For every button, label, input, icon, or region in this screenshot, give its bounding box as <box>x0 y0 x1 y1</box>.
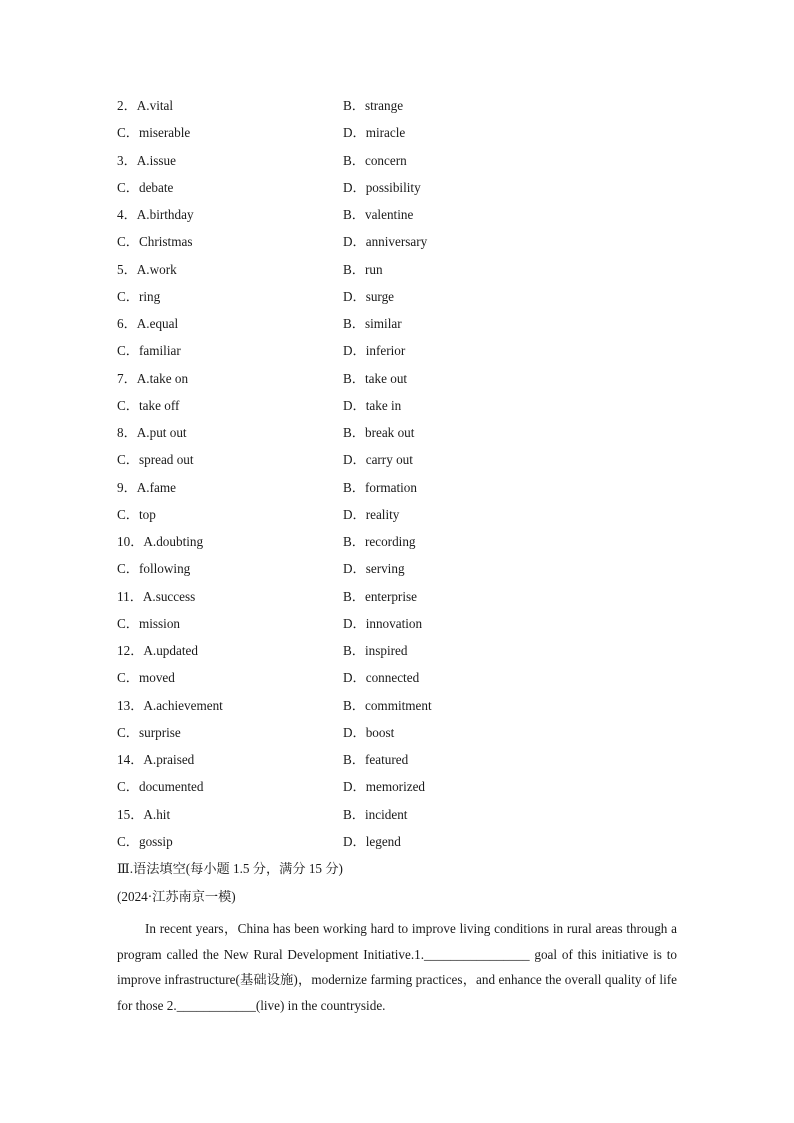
option-row <box>117 337 677 364</box>
option-right: B．strange <box>343 98 404 113</box>
option-row <box>117 446 677 473</box>
option-row <box>117 610 677 637</box>
option-left: 8．A.put out <box>117 425 187 440</box>
option-row <box>117 746 677 773</box>
option-left: C．familiar <box>117 343 181 359</box>
option-row <box>117 801 677 828</box>
option-left: 14．A.praised <box>117 752 195 767</box>
option-right: B．commitment <box>343 697 432 713</box>
option-right: B．break out <box>343 425 415 440</box>
option-row <box>117 365 677 392</box>
option-row <box>117 174 677 201</box>
option-right: D．memorized <box>343 779 426 795</box>
option-left: C．debate <box>117 179 174 195</box>
option-row <box>117 828 677 855</box>
option-right: D．carry out <box>343 452 413 468</box>
option-row <box>117 419 677 446</box>
option-right: D．reality <box>343 506 400 522</box>
option-row <box>117 773 677 800</box>
option-left: C．documented <box>117 779 204 795</box>
option-left: C．mission <box>117 615 181 631</box>
option-row <box>117 474 677 501</box>
option-left: 2．A.vital <box>117 98 174 113</box>
option-left: 12．A.updated <box>117 643 198 658</box>
options-list <box>117 92 677 855</box>
option-right: D．connected <box>343 670 420 686</box>
option-left: 3．A.issue <box>117 152 176 168</box>
option-right: B．featured <box>343 752 409 767</box>
option-left: C．Christmas <box>117 234 193 250</box>
option-right: D．inferior <box>343 343 406 359</box>
option-left: C．moved <box>117 670 175 686</box>
option-row <box>117 201 677 228</box>
option-left: 9．A.fame <box>117 479 176 495</box>
option-left: C．ring <box>117 288 161 304</box>
option-row <box>117 528 677 555</box>
option-right: D．take in <box>343 397 402 413</box>
option-row <box>117 283 677 310</box>
option-left: C．top <box>117 506 156 522</box>
option-right: B．run <box>343 261 383 277</box>
option-right: D．innovation <box>343 615 423 631</box>
option-left: 4．A.birthday <box>117 207 194 222</box>
option-right: B．concern <box>343 152 407 168</box>
option-right: B．valentine <box>343 207 414 222</box>
option-left: 11．A.success <box>117 588 196 604</box>
option-right: D．legend <box>343 833 401 849</box>
option-left: C．spread out <box>117 452 194 468</box>
section-title: Ⅲ.语法填空(每小题 1.5 分，满分 15 分) <box>117 861 343 876</box>
option-right: B．take out <box>343 370 408 386</box>
option-row <box>117 719 677 746</box>
option-right: B．formation <box>343 479 417 495</box>
option-row <box>117 119 677 146</box>
option-right: D．anniversary <box>343 234 428 250</box>
passage-paragraph: In recent years，China has been working hard to improve living conditions in rural areas through a program called the New Rural Development Initiative.1.________________ goal of this initiative is to improve infrastructure(基础设施)，modernize farming practices，and enhance the overall quality of life for those 2.____________(live) in the countryside. <box>117 921 677 1014</box>
option-left: C．surprise <box>117 724 181 740</box>
option-left: 5．A.work <box>117 261 177 277</box>
option-right: D．miracle <box>343 125 406 141</box>
option-left: C．miserable <box>117 125 191 141</box>
option-left: 10．A.doubting <box>117 534 204 549</box>
option-row <box>117 147 677 174</box>
option-row <box>117 310 677 337</box>
option-row <box>117 392 677 419</box>
source-note: (2024·江苏南京一模) <box>117 889 236 904</box>
option-row <box>117 637 677 664</box>
option-left: 15．A.hit <box>117 806 171 822</box>
option-right: B．enterprise <box>343 588 417 604</box>
option-left: C．take off <box>117 397 180 413</box>
option-right: D．surge <box>343 288 395 304</box>
option-row <box>117 555 677 582</box>
option-left: 6．A.equal <box>117 316 179 331</box>
option-row <box>117 256 677 283</box>
option-left: 7．A.take on <box>117 370 189 386</box>
option-left: C．gossip <box>117 833 173 849</box>
option-right: D．possibility <box>343 179 421 195</box>
option-right: B．inspired <box>343 643 408 658</box>
option-right: B．recording <box>343 534 416 549</box>
option-row <box>117 228 677 255</box>
option-row <box>117 501 677 528</box>
option-row <box>117 664 677 691</box>
option-right: B．similar <box>343 316 402 331</box>
option-row <box>117 92 677 119</box>
option-left: C．following <box>117 561 191 577</box>
document-page <box>117 92 677 1019</box>
option-right: B．incident <box>343 806 408 822</box>
option-right: D．boost <box>343 724 395 740</box>
option-left: 13．A.achievement <box>117 697 223 713</box>
option-row <box>117 692 677 719</box>
option-row <box>117 583 677 610</box>
option-right: D．serving <box>343 561 405 577</box>
